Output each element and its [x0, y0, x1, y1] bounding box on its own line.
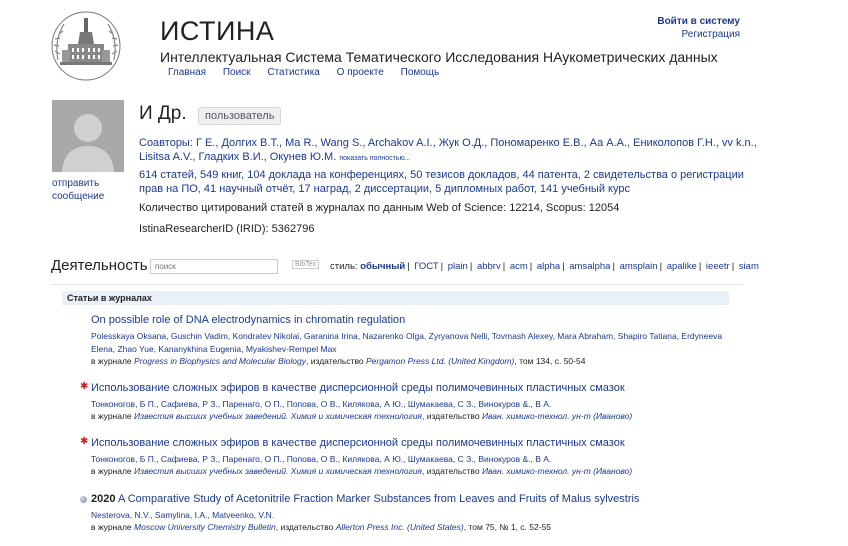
publisher-name[interactable]: Allerton Press Inc. (United States): [335, 522, 464, 532]
journal-name[interactable]: Moscow University Chemistry Bulletin: [134, 522, 276, 532]
publication-authors[interactable]: Тонконогов, Б П., Сафиева, Р З., Паренаго, О П., Попова, О В., Килякова, А Ю., Шумакаева, С З., Винокуров &., В А.: [91, 454, 552, 464]
nav-help[interactable]: Помощь: [400, 67, 440, 78]
journal-name[interactable]: Известия высших учебных заведений. Химия и химическая технология: [134, 411, 422, 421]
nav-about[interactable]: О проекте: [336, 67, 384, 78]
auth-links: [657, 15, 740, 41]
style-amsalpha[interactable]: amsalpha: [569, 261, 611, 272]
star-icon: ✱: [80, 436, 89, 447]
site-title: ИСТИНА: [160, 16, 275, 46]
citation-style-selector: стиль: обычный | ГОСТ | plain | abbrv | acm | alpha | amsalpha | amsplain | apalike | ieeetr | siam: [330, 261, 759, 272]
nav-statistics[interactable]: Статистика: [267, 67, 320, 78]
top-navigation: [168, 67, 453, 78]
login-link[interactable]: Войти в систему: [657, 16, 740, 27]
publication-title[interactable]: 2020 A Comparative Study of Acetonitrile Fraction Marker Substances from Leaves and Fruits of Malus sylvestris: [91, 493, 640, 505]
publication-title[interactable]: Использование сложных эфиров в качестве дисперсионной среды полимочевинных пластичных смазок: [91, 437, 625, 449]
avatar: [52, 100, 124, 172]
section-journal-articles: Статьи в журналах: [62, 291, 729, 305]
publication-year: 2020: [91, 493, 116, 505]
role-badge: пользователь: [198, 107, 281, 125]
style-gost[interactable]: ГОСТ: [414, 261, 439, 272]
journal-name[interactable]: Известия высших учебных заведений. Химия и химическая технология: [134, 466, 422, 476]
style-default[interactable]: обычный: [360, 261, 406, 272]
publication-journal: в журнале Известия высших учебных заведений. Химия и химическая технология, издательство Иван. химико-технол. ун-т (Иваново): [91, 411, 633, 421]
person-name: И Др.: [139, 103, 187, 124]
style-amsplain[interactable]: amsplain: [619, 261, 658, 272]
style-plain[interactable]: plain: [447, 261, 468, 272]
publisher-name[interactable]: Иван. химико-технол. ун-т (Иваново): [481, 411, 633, 421]
style-abbrv[interactable]: abbrv: [476, 261, 501, 272]
style-label: стиль:: [330, 261, 358, 272]
journal-name[interactable]: Progress in Biophysics and Molecular Biology: [134, 356, 307, 366]
send-message-link[interactable]: отправить сообщение: [52, 178, 105, 202]
site-subtitle: Интеллектуальная Система Тематического Исследования НАукометрических данных: [160, 49, 718, 65]
activity-search-input[interactable]: [150, 259, 278, 274]
publisher-name[interactable]: Pergamon Press Ltd. (United Kingdom): [366, 356, 515, 366]
researcher-id: IstinaResearcherID (IRID): 5362796: [139, 223, 315, 235]
publication-authors[interactable]: Polesskaya Oksana, Guschin Vadim, Kondratev Nikolai, Garanina Irina, Nazarenko Olga, Zyryanova Nelli, Tovmash Alexey, Mara Abraham, Shapiro Tatiana, Erdyneeva Elena, Zhao Yue, Kananykhina Eugenia, Myakishev-Rempel Max: [91, 331, 723, 354]
publication-journal: в журнале Moscow University Chemistry Bulletin, издательство Allerton Press Inc. (United States), том 75, № 1, с. 52-55: [91, 522, 552, 532]
coauthors-show-more[interactable]: показать полностью...: [339, 155, 411, 162]
publication-title[interactable]: Использование сложных эфиров в качестве дисперсионной среды полимочевинных пластичных смазок: [91, 382, 625, 394]
nav-search[interactable]: Поиск: [222, 67, 251, 78]
msu-logo-icon: [50, 10, 122, 82]
publisher-name[interactable]: Иван. химико-технол. ун-т (Иваново): [481, 466, 633, 476]
coauthors: [139, 136, 759, 166]
style-siam[interactable]: siam: [738, 261, 759, 272]
star-icon: ✱: [80, 381, 89, 392]
publication-journal: в журнале Известия высших учебных заведений. Химия и химическая технология, издательство Иван. химико-технол. ун-т (Иваново): [91, 466, 633, 476]
publication-title[interactable]: On possible role of DNA electrodynamics in chromatin regulation: [91, 314, 406, 326]
publications-summary[interactable]: 614 статей, 549 книг, 104 доклада на конференциях, 50 тезисов докладов, 44 патента, 2 свидетельства о регистрации прав на ПО, 41 научный отчёт, 17 наград, 2 диссертации, 5 дипломных работ, 141 учебный курс: [139, 169, 744, 195]
citations-count: Количество цитирований статей в журналах по данным Web of Science: 12214, Scopus: 12054: [139, 202, 620, 214]
style-ieeetr[interactable]: ieeetr: [705, 261, 730, 272]
style-apalike[interactable]: apalike: [666, 261, 697, 272]
user-silhouette-icon: [52, 100, 124, 172]
nav-home[interactable]: Главная: [168, 67, 207, 78]
activity-title: Деятельность: [51, 257, 148, 274]
bullet-icon: [80, 496, 87, 503]
publication-authors[interactable]: Тонконогов, Б П., Сафиева, Р З., Паренаго, О П., Попова, О В., Килякова, А Ю., Шумакаева, С З., Винокуров &., В А.: [91, 399, 552, 409]
coauthors-list[interactable]: Соавторы: Г Е., Долгих В.Т., Ma R., Wang S., Archakov A.I., Жук О.Д., Пономаренко Е.В., Аа А.А., Ениколопов Г.Н., vv k.n., Lisitsa A.V., Гладких В.И., Окунев Ю.М.: [139, 137, 757, 163]
publication-journal: в журнале Progress in Biophysics and Molecular Biology, издательство Pergamon Press Ltd. (United Kingdom), том 134, с. 50-54: [91, 356, 586, 366]
style-acm[interactable]: acm: [509, 261, 528, 272]
publication-authors[interactable]: Nesterova, N.V., Samylina, I.A., Matveenko, V.N.: [91, 510, 275, 520]
register-link[interactable]: Регистрация: [681, 29, 740, 40]
style-alpha[interactable]: alpha: [536, 261, 561, 272]
bibtex-button[interactable]: BibTex: [292, 260, 319, 269]
divider: [52, 284, 742, 285]
